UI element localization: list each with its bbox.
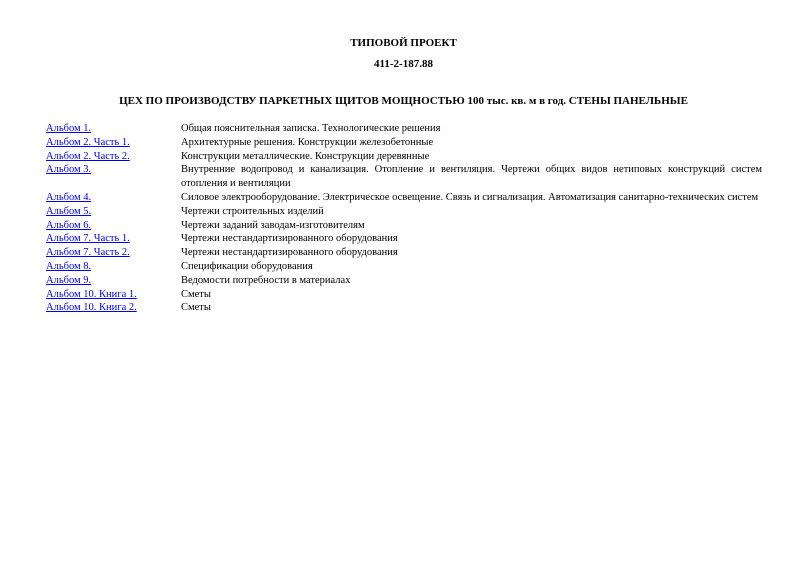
album-link-8[interactable]: Альбом 8. (46, 260, 92, 272)
album-description: Сметы (181, 302, 211, 314)
album-link-7-part-1[interactable]: Альбом 7. Часть 1. (46, 233, 130, 245)
album-description: Внутренние водопровод и канализация. Отопление и вентиляция. Чертежи общих видов нетиповых конструкций систем отопления и вентиляции (181, 164, 762, 190)
album-description: Сметы (181, 288, 211, 300)
album-link-10-book-2[interactable]: Альбом 10. Книга 2. (46, 302, 137, 314)
album-description: Ведомости потребности в материалах (181, 274, 351, 286)
album-row (46, 301, 762, 315)
album-link-1[interactable]: Альбом 1. (46, 123, 92, 134)
album-row (46, 163, 762, 191)
album-row (46, 274, 762, 288)
album-row (46, 191, 762, 205)
document-subtitle: ЦЕХ ПО ПРОИЗВОДСТВУ ПАРКЕТНЫХ ЩИТОВ МОЩНОСТЬЮ 100 тыс. кв. м в год. СТЕНЫ ПАНЕЛЬНЫЕ (119, 95, 688, 107)
album-link-2-part-1[interactable]: Альбом 2. Часть 1. (46, 136, 130, 148)
album-row (46, 260, 762, 274)
album-link-3[interactable]: Альбом 3. (46, 164, 92, 176)
project-code: 411-2-187.88 (374, 58, 433, 70)
album-description: Конструкции металлические. Конструкции деревянные (181, 150, 430, 162)
album-row (46, 232, 762, 246)
album-row (46, 219, 762, 233)
album-link-2-part-2[interactable]: Альбом 2. Часть 2. (46, 150, 130, 162)
album-description: Чертежи нестандартизированного оборудования (181, 233, 398, 245)
album-link-9[interactable]: Альбом 9. (46, 274, 92, 286)
album-description: Силовое электрооборудование. Электрическое освещение. Связь и сигнализация. Автоматизация санитарно-технических систем (181, 191, 759, 203)
album-link-6[interactable]: Альбом 6. (46, 219, 92, 231)
album-row (46, 288, 762, 302)
album-row (46, 205, 762, 219)
album-row (46, 150, 762, 164)
album-row (46, 246, 762, 260)
album-list (46, 122, 762, 315)
album-description: Чертежи нестандартизированного оборудования (181, 247, 398, 259)
album-row (46, 122, 762, 136)
album-description: Чертежи заданий заводам-изготовителям (181, 219, 365, 231)
album-link-10-book-1[interactable]: Альбом 10. Книга 1. (46, 288, 137, 300)
document-heading: ТИПОВОЙ ПРОЕКТ (350, 37, 457, 49)
album-link-5[interactable]: Альбом 5. (46, 205, 92, 217)
album-description: Чертежи строительных изделий (181, 205, 324, 217)
album-row (46, 136, 762, 150)
album-description: Спецификации оборудования (181, 260, 313, 272)
album-link-4[interactable]: Альбом 4. (46, 191, 92, 203)
album-description: Архитектурные решения. Конструкции железобетонные (181, 136, 434, 148)
album-link-7-part-2[interactable]: Альбом 7. Часть 2. (46, 247, 130, 259)
album-description: Общая пояснительная записка. Технологические решения (181, 123, 441, 134)
